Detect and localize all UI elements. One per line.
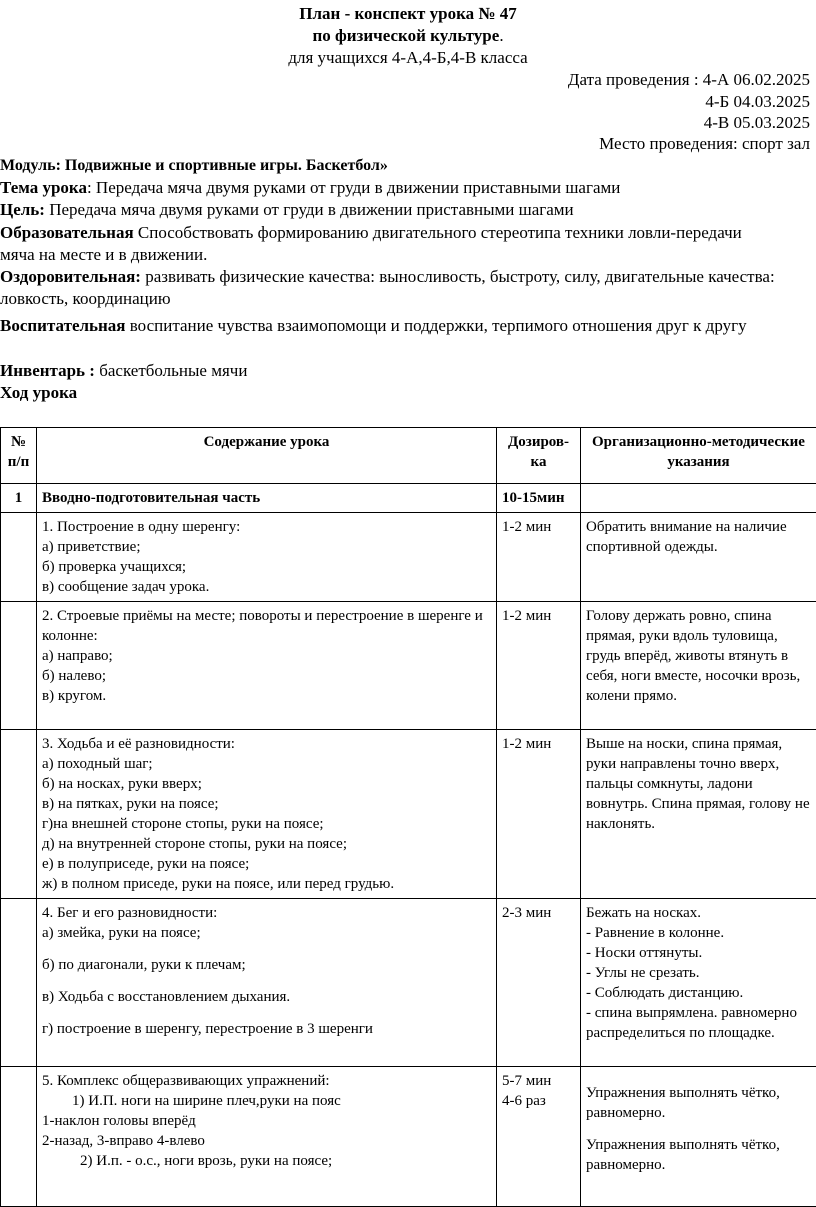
section-dose: 10-15мин: [497, 484, 581, 513]
module-line: Модуль: Подвижные и спортивные игры. Баскетбол»: [0, 155, 810, 177]
table-row: [1, 730, 816, 899]
table-row: [1, 602, 816, 730]
row-dose: 1-2 мин: [497, 730, 581, 899]
row-content: 3. Ходьба и её разновидности: а) походный шаг; б) на носках, руки вверх; в) на пятках, руки на поясе; г)на внешней стороне стопы, руки на поясе; д) на внутренней стороне стопы, руки на поясе; е) в полуприседе, руки на поясе; ж) в полном приседе, руки на поясе, или перед грудью.: [37, 730, 497, 899]
header-content: Содержание урока: [37, 428, 497, 484]
section-notes: [581, 484, 816, 513]
lesson-table: [0, 427, 816, 1207]
table-row: [1, 513, 816, 602]
date-line: Дата проведения : 4-А 06.02.2025: [568, 70, 810, 90]
row-notes: Упражнения выполнять чётко, равномерно. Упражнения выполнять чётко, равномерно.: [581, 1067, 816, 1207]
row-dose: 1-2 мин: [497, 513, 581, 602]
row-dose: 2-3 мин: [497, 899, 581, 1067]
inventory-line: Инвентарь : баскетбольные мячи: [0, 360, 810, 382]
audience-line: для учащихся 4-А,4-Б,4-В класса: [0, 48, 816, 68]
row-notes: Обратить внимание на наличие спортивной одежды.: [581, 513, 816, 602]
table-row: [1, 1067, 816, 1207]
health-line: Оздоровительная: развивать физические качества: выносливость, быстроту, силу, двигательные качества: ловкость, координацию: [0, 266, 790, 310]
row-content: 5. Комплекс общеразвивающих упражнений: 1) И.П. ноги на ширине плеч,руки на пояс 1-наклон головы вперёд 2-назад, 3-вправо 4-влево 2) И.п. - о.с., ноги врозь, руки на поясе;: [37, 1067, 497, 1207]
place-line: Место проведения: спорт зал: [599, 134, 810, 154]
row-content: 2. Строевые приёмы на месте; повороты и перестроение в шеренге и колонне: а) направо; б) налево; в) кругом.: [37, 602, 497, 730]
row-notes: Бежать на носках. - Равнение в колонне. - Носки оттянуты. - Углы не срезать. - Соблюдать дистанцию. - спина выпрямлена. равномерно распределиться по площадке.: [581, 899, 816, 1067]
upbringing-line: Воспитательная воспитание чувства взаимопомощи и поддержки, терпимого отношения друг к другу: [0, 315, 790, 337]
date-v: 4-В 05.03.2025: [704, 113, 810, 133]
subject-line: по физической культуре.: [0, 26, 816, 46]
topic-line: Тема урока: Передача мяча двумя руками от груди в движении приставными шагами: [0, 177, 810, 199]
page-title: План - конспект урока № 47: [0, 4, 816, 24]
row-content: 4. Бег и его разновидности: а) змейка, руки на поясе; б) по диагонали, руки к плечам; в) Ходьба с восстановлением дыхания. г) построение в шеренгу, перестроение в 3 шеренги: [37, 899, 497, 1067]
section-num: 1: [1, 484, 37, 513]
row-dose: 1-2 мин: [497, 602, 581, 730]
course-heading: Ход урока: [0, 382, 810, 404]
header-notes: Организационно-методические указания: [581, 428, 816, 484]
row-notes: Голову держать ровно, спина прямая, руки вдоль туловища, грудь вперёд, животы втянуть в себя, ноги вместе, носочки врозь, колени прямо.: [581, 602, 816, 730]
section-title: Вводно-подготовительная часть: [37, 484, 497, 513]
section-row: [1, 484, 816, 513]
goal-line: Цель: Передача мяча двумя руками от груди в движении приставными шагами: [0, 199, 810, 221]
row-dose: 5-7 мин 4-6 раз: [497, 1067, 581, 1207]
row-notes: Выше на носки, спина прямая, руки направлены точно вверх, пальцы сомкнуты, ладони вовнутрь. Спина прямая, голову не наклонять.: [581, 730, 816, 899]
header-num: № п/п: [1, 428, 37, 484]
date-b: 4-Б 04.03.2025: [705, 92, 810, 112]
table-header-row: [1, 428, 816, 484]
row-content: 1. Построение в одну шеренгу: а) приветствие; б) проверка учащихся; в) сообщение задач урока.: [37, 513, 497, 602]
table-row: [1, 899, 816, 1067]
edu-line: Образовательная Способствовать формированию двигательного стереотипа техники ловли-передачи мяча на месте и в движении.: [0, 222, 770, 266]
header-dose: Дозиров-ка: [497, 428, 581, 484]
